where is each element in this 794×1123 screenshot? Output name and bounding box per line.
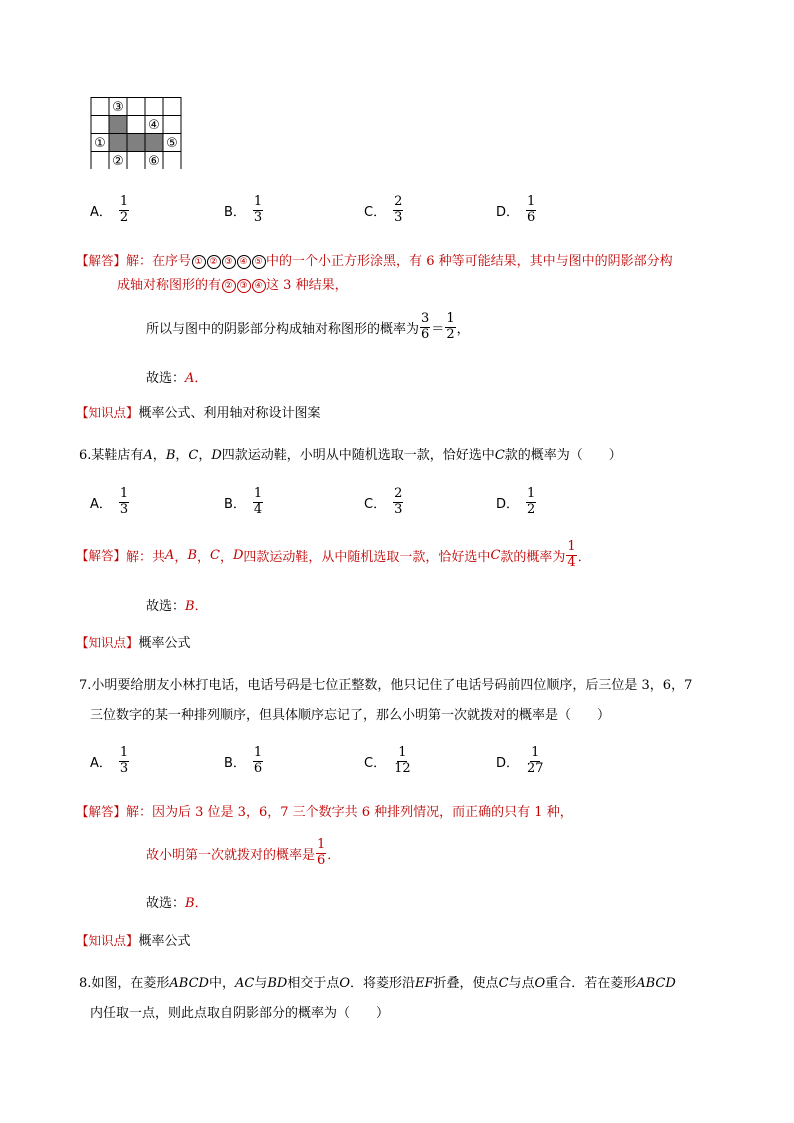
stem-text: 与 [254, 976, 268, 991]
numerator: 1 [119, 745, 129, 760]
numerator: 1 [446, 311, 455, 326]
punctuation: ， [175, 448, 189, 463]
denominator: 27 [527, 760, 544, 776]
circled-number: ② [207, 255, 221, 269]
math-symbol: O [339, 976, 351, 991]
math-symbol: BD [267, 976, 288, 991]
q5-option-c[interactable] [364, 195, 404, 226]
letter-c: C [188, 448, 199, 463]
denominator: 3 [119, 501, 129, 517]
stem-text: ．将菱形沿 [350, 976, 416, 991]
denominator: 2 [119, 209, 129, 225]
stem-text: 重合．若在菱形 [545, 976, 637, 991]
solution-text: 成轴对称图形的有 [117, 278, 222, 293]
q6-answer [146, 595, 208, 614]
solution-text: 解：在序号 [126, 254, 192, 269]
solution-text: 种等可能结果，其中与图中的阴影部分构 [438, 254, 673, 269]
stem-text: 四款运动鞋，小明从中随机选取一款，恰好选中 [221, 448, 495, 463]
math-symbol: ABCD [636, 976, 676, 991]
option-fraction [526, 487, 536, 518]
letter-c: C [494, 448, 505, 463]
cell-marker: ② [112, 154, 124, 169]
numerator: 1 [253, 486, 263, 501]
option-fraction [119, 746, 129, 777]
q6-option-c[interactable] [364, 487, 404, 518]
math-symbol: EF [415, 976, 434, 991]
option-fraction [253, 195, 263, 226]
denominator: 6 [253, 760, 263, 776]
q6-solution [76, 540, 591, 571]
denominator: 3 [394, 209, 403, 225]
option-label: B． [224, 496, 246, 512]
q7-option-c[interactable] [364, 746, 413, 777]
numerator: 3 [421, 311, 430, 326]
numerator: 2 [394, 194, 403, 209]
option-fraction [253, 746, 263, 777]
letter-b: B [165, 448, 176, 463]
equals-sign: ＝ [431, 321, 445, 337]
punctuation: ， [197, 549, 211, 565]
q5-answer [146, 367, 207, 386]
solution-tag: 【解答】 [76, 253, 127, 268]
solution-text: 款的概率为 [500, 549, 566, 565]
stem-text: 与点 [508, 976, 535, 991]
q6-knowledge-point [76, 632, 191, 651]
punctuation: ． [577, 549, 591, 565]
answer-prefix: 故选： [146, 896, 186, 911]
numerator: 1 [567, 539, 576, 554]
denominator: 6 [527, 209, 536, 225]
q7-option-d[interactable] [496, 746, 546, 777]
punctuation: ， [198, 448, 212, 463]
grid-figure [90, 97, 182, 169]
fraction [566, 540, 576, 571]
solution-text: 四款运动鞋，从中随机选取一款，恰好选中 [243, 549, 491, 565]
denominator: 2 [527, 501, 536, 517]
q5-option-d[interactable] [496, 195, 537, 226]
punctuation: ． [194, 896, 208, 911]
letter-d: D [211, 448, 222, 463]
math-symbol: O [534, 976, 546, 991]
q6-stem [79, 444, 622, 463]
solution-tag: 【解答】 [76, 548, 127, 564]
letter-c: C [210, 547, 220, 563]
q6-option-d[interactable] [496, 487, 537, 518]
option-label: C． [364, 755, 387, 771]
denominator: 3 [394, 501, 403, 517]
math-symbol: ABCD [169, 976, 209, 991]
option-label: A． [90, 755, 112, 771]
solution-text: 所以与图中的阴影部分构成轴对称图形的概率为 [146, 321, 420, 337]
q8-stem-line2: 内任取一点，则此点取自阴影部分的概率为（ ） [90, 1006, 390, 1021]
option-fraction [393, 746, 412, 777]
solution-text: 解：共 [126, 549, 166, 565]
q6-option-a[interactable] [90, 487, 130, 518]
q7-stem-line2: 三位数字的某一种排列顺序，但具体顺序忘记了，那么小明第一次就拨对的概率是（ ） [90, 708, 611, 723]
option-fraction [393, 487, 403, 518]
circled-number: ④ [237, 255, 251, 269]
q5-option-a[interactable] [90, 195, 130, 226]
q7-solution-line2 [146, 838, 340, 869]
q8-stem-line1 [79, 972, 676, 991]
answer-letter: B [185, 896, 195, 911]
denominator: 4 [253, 501, 263, 517]
shaded-cell [109, 115, 127, 133]
grid-lines [90, 97, 182, 169]
answer-prefix: 故选： [146, 599, 186, 614]
denominator: 6 [421, 326, 430, 342]
cell-marker: ④ [148, 118, 160, 133]
option-label: D． [496, 755, 520, 771]
denominator: 12 [394, 760, 411, 776]
letter-d: D [232, 547, 244, 563]
q7-stem-line1: 7.小明要给朋友小林打电话，电话号码是七位正整数，他只记住了电话号码前四位顺序，后三位是 3，6，7 [79, 678, 693, 693]
q7-option-b[interactable] [224, 746, 264, 777]
circled-number: ⑤ [252, 255, 266, 269]
solution-text: 中的一个小正方形涂黑，有 [266, 254, 423, 269]
circled-number: ② [222, 279, 236, 293]
option-label: B． [224, 204, 246, 220]
punctuation: ， [456, 321, 470, 337]
answer-letter: A [185, 371, 195, 386]
punctuation: ． [194, 371, 208, 386]
q5-option-b[interactable] [224, 195, 264, 226]
solution-text: 这 [266, 278, 280, 293]
cell-marker: ① [94, 136, 106, 151]
letter-a: A [165, 547, 175, 563]
q7-knowledge-point [76, 930, 191, 949]
q5-solution-line1 [76, 250, 673, 269]
answer-prefix: 故选： [146, 371, 186, 386]
numerator: 1 [119, 486, 129, 501]
stem-text: 折叠，使点 [433, 976, 499, 991]
cell-marker: ⑤ [166, 136, 178, 151]
numerator: 1 [531, 745, 540, 760]
solution-number: 6 [426, 254, 435, 269]
option-label: D． [496, 496, 520, 512]
math-symbol: AC [234, 976, 255, 991]
circled-number: ③ [222, 255, 236, 269]
circled-number: ③ [237, 279, 251, 293]
numerator: 1 [317, 837, 326, 852]
option-fraction [119, 195, 129, 226]
fraction [316, 838, 326, 869]
q5-solution-line2 [117, 274, 348, 293]
solution-number: 3 [283, 278, 292, 293]
circled-number: ④ [252, 279, 266, 293]
q5-solution-line3 [146, 312, 470, 343]
option-label: A． [90, 204, 112, 220]
denominator: 2 [446, 326, 455, 342]
stem-text: 6.某鞋店有 [79, 448, 144, 463]
punctuation: ， [219, 549, 233, 565]
numerator: 2 [394, 486, 403, 501]
option-fraction [526, 195, 536, 226]
option-fraction [119, 487, 129, 518]
option-label: D． [496, 204, 520, 220]
denominator: 4 [567, 554, 576, 570]
answer-letter: B [185, 599, 195, 614]
letter-a: A [143, 448, 153, 463]
knowledge-text: 概率公式、利用轴对称设计图案 [138, 406, 321, 421]
option-fraction [253, 487, 263, 518]
punctuation: ， [174, 549, 188, 565]
knowledge-text: 概率公式 [138, 636, 191, 651]
punctuation: ． [194, 599, 208, 614]
stem-text: 相交于点 [287, 976, 340, 991]
numerator: 1 [253, 745, 263, 760]
shaded-cell [145, 133, 163, 151]
denominator: 6 [317, 852, 326, 868]
q7-solution-line1 [76, 801, 573, 820]
letter-b: B [187, 547, 197, 563]
denominator: 3 [119, 760, 129, 776]
shaded-cell [127, 133, 145, 151]
q7-answer [146, 892, 208, 911]
fraction [445, 312, 455, 343]
knowledge-text: 概率公式 [138, 934, 191, 949]
knowledge-tag: 【知识点】 [76, 933, 139, 948]
option-label: B． [224, 755, 246, 771]
knowledge-tag: 【知识点】 [76, 635, 139, 650]
letter-c: C [490, 547, 501, 563]
denominator: 3 [253, 209, 263, 225]
option-fraction [526, 746, 545, 777]
option-label: C． [364, 496, 387, 512]
solution-text: 种结果， [295, 278, 348, 293]
solution-text: 解：因为后 3 位是 3，6，7 三个数字共 6 种排列情况，而正确的只有 1 种， [126, 805, 573, 820]
option-label: A． [90, 496, 112, 512]
stem-text: 8.如图，在菱形 [79, 976, 170, 991]
punctuation: ， [152, 448, 166, 463]
circled-number: ① [192, 255, 206, 269]
fraction [420, 312, 430, 343]
q6-option-b[interactable] [224, 487, 264, 518]
punctuation: ． [327, 847, 341, 863]
solution-tag: 【解答】 [76, 804, 127, 819]
numerator: 1 [253, 194, 263, 209]
cell-marker: ③ [112, 100, 124, 115]
knowledge-tag: 【知识点】 [76, 405, 139, 420]
stem-text: 款的概率为（ ） [504, 448, 622, 463]
stem-text: 中， [208, 976, 235, 991]
option-fraction [393, 195, 403, 226]
q5-knowledge-point [76, 402, 321, 421]
numerator: 1 [398, 745, 407, 760]
cell-marker: ⑥ [148, 154, 160, 169]
numerator: 1 [527, 486, 536, 501]
option-label: C． [364, 204, 387, 220]
q7-option-a[interactable] [90, 746, 130, 777]
shaded-cell [109, 133, 127, 151]
numerator: 1 [527, 194, 536, 209]
solution-text: 故小明第一次就拨对的概率是 [146, 847, 316, 863]
numerator: 1 [119, 194, 129, 209]
math-symbol: C [498, 976, 509, 991]
